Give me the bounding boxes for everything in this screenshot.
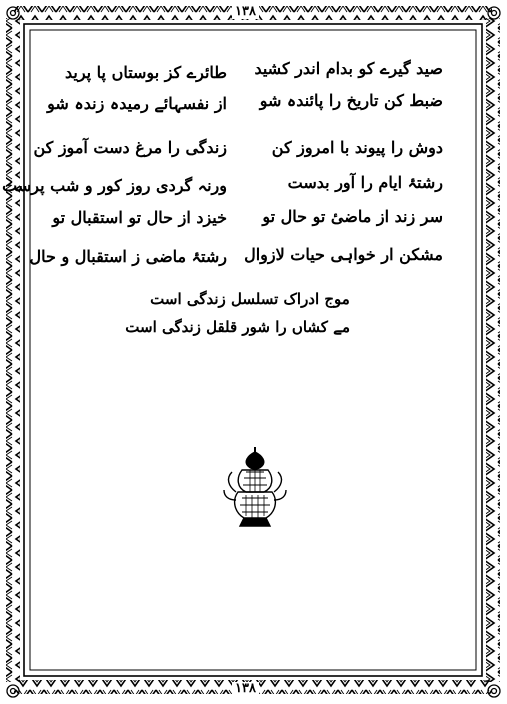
couplet-2-second-hemistich: از نفسہائے رمیدہ زندہ شو: [47, 94, 227, 113]
left-border-band: [6, 18, 20, 682]
couplet-4-second-hemistich: ورنہ گردی روز کور و شب پرست: [2, 176, 227, 195]
couplet-2-first-hemistich: ضبط کن تاریخ را پائندہ شو: [259, 91, 443, 110]
finial-ornament: [224, 447, 286, 526]
closing-line-1: موج ادراک تسلسل زندگی است: [150, 290, 350, 308]
couplet-3-second-hemistich: زندگی را مرغ دست آموز کن: [33, 138, 227, 157]
couplet-5-second-hemistich: خیزد از حال تو استقبال تو: [52, 208, 227, 227]
closing-line-2: مے کشاں را شور قلقل زندگی است: [125, 318, 350, 336]
couplet-3-first-hemistich: دوش را پیوند با امروز کن: [271, 138, 443, 157]
couplet-6-first-hemistich: مشکن ار خواہی حیات لازوال: [244, 245, 443, 264]
right-border-band: [486, 18, 500, 682]
inner-frame-inner: [2, 30, 476, 670]
page-number-top: ۱۳۸: [232, 5, 259, 19]
couplet-5-first-hemistich: سر زند از ماضیٔ تو حال تو: [262, 207, 443, 226]
couplet-1-second-hemistich: طائرے کز بوستاں پا پرید: [64, 63, 227, 82]
couplet-4-first-hemistich: رشتۂ ایام را آور بدست: [287, 173, 443, 192]
couplet-6-second-hemistich: رشتۂ ماضی ز استقبال و حال: [29, 247, 227, 266]
couplet-1-first-hemistich: صید گیرے کو بدام اندر کشید: [254, 59, 443, 78]
page-number-bottom: ۱۳۸: [232, 682, 259, 696]
inner-frame-outer: [2, 24, 482, 676]
